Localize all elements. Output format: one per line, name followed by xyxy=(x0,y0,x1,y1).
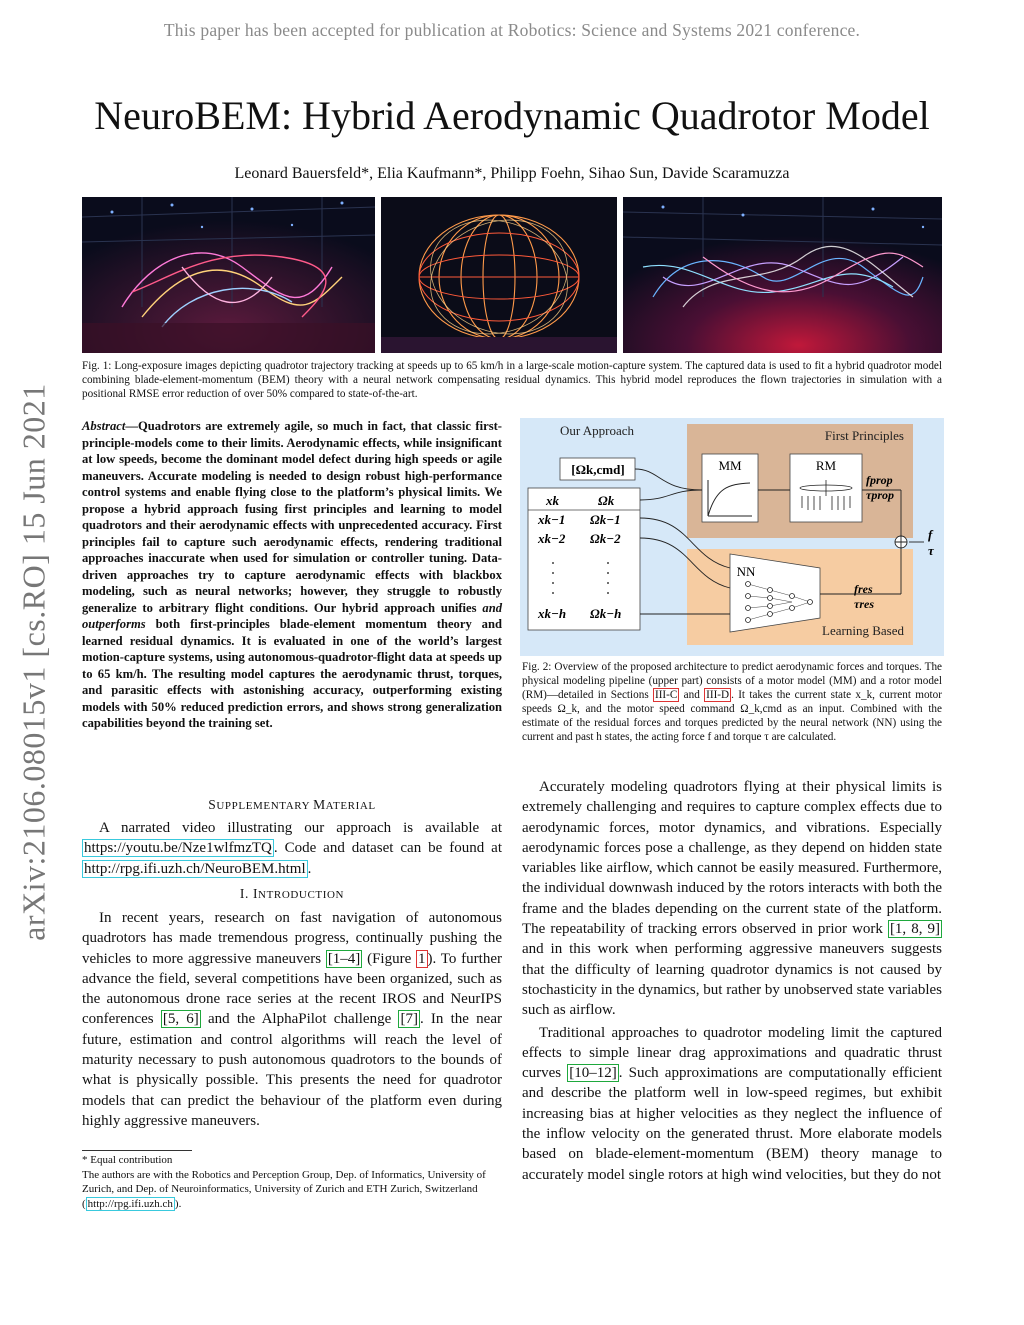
abstract-text-2: both first-principles blade-element momentum theory and learned residual dynamics. It is evaluated in one of the world’s largest motion-capture systems, using autonomous-quadrotor-flight data at speeds up to 65 km/h. The resulting model captures the aerodynamic thrust, torques, and parasitic effects with astonishing accuracy, outperforming existing models with 50% reduced prediction errors, and shows strong generalization capabilities beyond the training set. xyxy=(82,617,502,730)
author-list: Leonard Bauersfeld*, Elia Kaufmann*, Philipp Foehn, Sihao Sun, Davide Scaramuzza xyxy=(234,165,790,182)
learning-based-label: Learning Based xyxy=(822,623,904,638)
omega-k2-label: Ωk−2 xyxy=(590,531,621,546)
fig1-photo-sphere xyxy=(381,197,617,353)
first-principles-label: First Principles xyxy=(824,428,904,443)
x-k-label: xk xyxy=(546,493,559,508)
tau-output-label: τ xyxy=(928,543,934,558)
section-3c-reference[interactable]: III-C xyxy=(654,689,678,701)
citation-1-4[interactable]: [1–4] xyxy=(327,950,361,967)
x-kh-label: xk−h xyxy=(538,606,567,621)
equal-contribution-note: * Equal contribution xyxy=(82,1154,173,1166)
tau-prop-label: τprop xyxy=(866,488,894,502)
x-k1-label: xk−1 xyxy=(538,512,566,527)
section-heading-supplementary: SUPPLEMENTARY MATERIAL xyxy=(208,797,376,812)
section-heading-introduction: I. INTRODUCTION xyxy=(239,886,345,901)
right-column-text xyxy=(522,777,942,1185)
mm-label: MM xyxy=(718,458,742,473)
rm-label: RM xyxy=(815,458,837,473)
acceptance-banner: This paper has been accepted for publication at Robotics: Science and Systems 2021 conference. xyxy=(163,20,861,40)
supplementary-text: A narrated video illustrating our approach is available at https://youtu.be/Nze1wlfmzTQ . Code and dataset can be found at http://rpg.ifi.uzh.ch/NeuroBEM.html . xyxy=(84,820,502,877)
code-link[interactable]: http://rpg.ifi.uzh.ch/NeuroBEM.html xyxy=(84,860,306,877)
paper-title: NeuroBEM: Hybrid Aerodynamic Quadrotor Model xyxy=(94,93,930,138)
right-paragraph-2: Traditional approaches to quadrotor modeling limit the captured effects to simple linear drag approximations and quadratic thrust curves [10–12] . Such approximations are computationally efficient and describe the platform well in low-speed regimes, but exhibit increasing bias at higher velocities as they neglect the influence of the inflow velocity on the generated thrust. More elaborate models based on blade-element-momentum (BEM) theory manage to accurately model single rotors at high wind velocities, but they do not xyxy=(522,1024,942,1183)
arxiv-sidebar xyxy=(14,362,54,962)
affiliation-note: The authors are with the Robotics and Perception Group, Dep. of Informatics, University of Zurich, and Dep. of Neuroinformatics, University of Zurich and ETH Zurich, Switzerland ( http://rpg.ifi.uzh.ch ). xyxy=(82,1168,486,1210)
citation-7[interactable]: [7] xyxy=(400,1011,418,1028)
arxiv-id: arXiv:2106.08015v1 [cs.RO] 15 Jun 2021 xyxy=(15,383,52,941)
footnote-rule xyxy=(82,1150,192,1151)
intro-paragraph: In recent years, research on fast navigation of autonomous quadrotors has made tremendous progress, continually pushing the vehicles to more aggressive maneuvers [1–4] (Figure 1 ). To further advance the field, several competitions have been organized, such as the autonomous drone race series at the recent IROS and NeurIPS conferences [5, 6] and the AlphaPilot challenge [7] . In the near future, estimation and control algorithms will reach the level of maturity necessary to push autonomous quadrotors to the bounds of what is physically possible. This presents the need for quadrotor models that can predict the behaviour of the platform even during highly aggressive maneuvers. xyxy=(82,910,502,1129)
abstract-label: Abstract xyxy=(82,419,126,433)
tau-res-label: τres xyxy=(854,597,874,611)
section-3d-reference[interactable]: III-D xyxy=(706,689,730,701)
citation-5-6[interactable]: [5, 6] xyxy=(162,1011,199,1028)
omega-k-label: Ωk xyxy=(598,493,615,508)
f-output-label: f xyxy=(928,527,933,542)
fig2-architecture-diagram xyxy=(520,418,944,656)
figure-1-reference[interactable]: 1 xyxy=(418,950,426,967)
nn-label: NN xyxy=(736,564,756,579)
omega-kh-label: Ωk−h xyxy=(590,606,622,621)
fig2-caption: Fig. 2: Overview of the proposed architecture to predict aerodynamic forces and torques. The physical modeling pipeline (upper part) consists of a motor model (MM) and a rotor model (RM)—detailed in Sections III-C and III-D . It takes the current state x_k, current motor speeds Ω_k, and the motor speed command Ω_k,cmd as an input. Combined with the estimate of the residual forces and torques predicted by the neural network (NN) using the current and past h states, the acting force f and torque τ are calculated. xyxy=(522,661,942,743)
video-link[interactable]: https://youtu.be/Nze1wlfmzTQ xyxy=(84,840,272,857)
omega-k1-label: Ωk−1 xyxy=(590,512,621,527)
x-k2-label: xk−2 xyxy=(538,531,566,546)
fig1-photo-hangar-left xyxy=(82,197,375,353)
f-res-label: fres xyxy=(854,582,873,596)
footnote xyxy=(82,1153,502,1211)
abstract-text-1: —Quadrotors are extremely agile, so much in fact, that classic first-principle-models come to their limits. Aerodynamic effects, while insignificant at low speeds, become the dominant model defect during high speeds or agile maneuvers. Accurate modeling is needed to design robust high-performance control systems and enable flying close to the platform’s physical limits. We propose a hybrid approach fusing first principles and learning to model quadrotors and their aerodynamic effects with unprecedented accuracy. First principles fail to capture such aerodynamic effects, rendering traditional approaches inaccurate when used for simulation or controller tuning. Data-driven approaches try to capture aerodynamic effects with blackbox modeling, such as neural networks; however, they struggle to robustly generalize to arbitrary flight conditions. Our hybrid approach unifies xyxy=(82,419,502,615)
fig1-photo-hangar-right xyxy=(623,197,942,353)
our-approach-label: Our Approach xyxy=(559,423,635,438)
abstract xyxy=(82,418,502,732)
right-paragraph-1: Accurately modeling quadrotors flying at their physical limits is extremely challenging and requires to capture complex effects due to aerodynamic forces, motor dynamics, and vibrations. Especially aerodynamic forces pose a challenge, as they depend on hidden state variables like airflow, which cannot be easily measured. Furthermore, the individual downwash induced by the rotors interacts with both the frame and the blades depending on the current state of the platform. The repeatability of tracking errors observed in prior work [1, 8, 9] and in this work when performing aggressive maneuvers suggests that the difficulty of learning quadrotor dynamics is not caused by stochasticity in the dynamics, but rather by unobserved state variables such as airflow. xyxy=(522,779,942,1019)
abstract-emphasis: and outperforms xyxy=(82,600,502,631)
fig1-caption: Fig. 1: Long-exposure images depicting quadrotor trajectory tracking at speeds up to 65 km/h in a large-scale motion-capture system. The captured data is used to fit a hybrid quadrotor model combining blade-element-momentum (BEM) theory with a neural network compensating residual dynamics. This hybrid model reproduces the flown trajectories in simulation with a positional RMSE error reduction of over 50% compared to state-of-the-art. xyxy=(82,360,942,400)
citation-1-8-9[interactable]: [1, 8, 9] xyxy=(889,921,940,938)
f-prop-label: fprop xyxy=(866,473,893,487)
lab-url-link[interactable]: http://rpg.ifi.uzh.ch xyxy=(87,1197,173,1210)
omega-cmd-label: [Ωk,cmd] xyxy=(571,462,625,477)
citation-10-12[interactable]: [10–12] xyxy=(569,1065,617,1082)
